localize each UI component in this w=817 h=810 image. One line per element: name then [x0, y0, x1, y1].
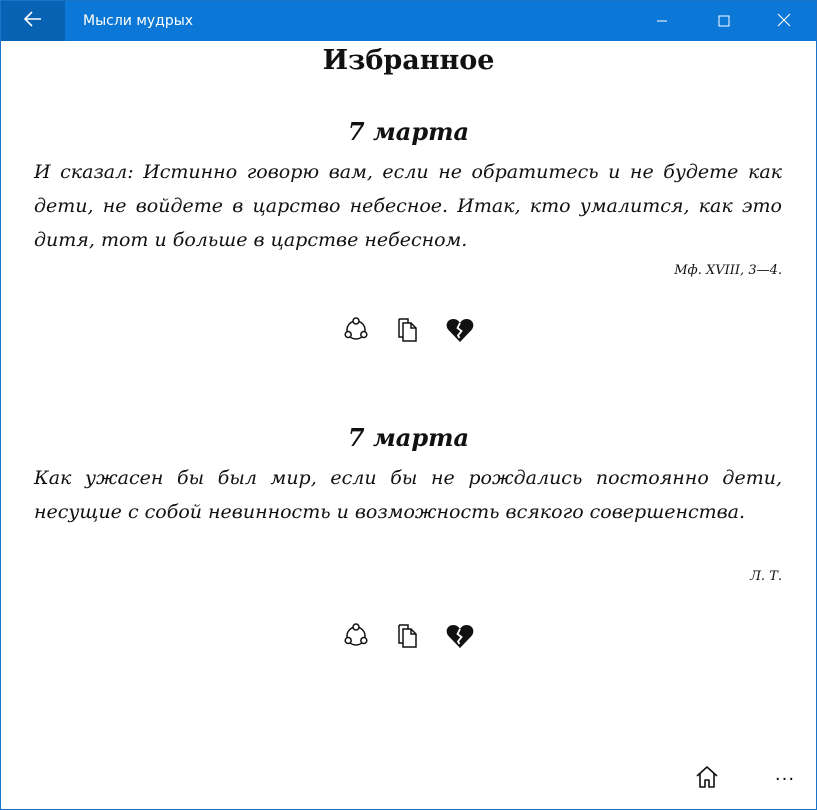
page-title: Избранное	[322, 45, 495, 76]
copy-icon	[395, 316, 421, 349]
app-title: Мысли мудрых	[83, 13, 194, 29]
maximize-button[interactable]	[701, 1, 747, 41]
back-button[interactable]	[1, 1, 65, 41]
share-icon	[342, 622, 370, 655]
close-button[interactable]	[761, 1, 807, 41]
quote-text: Как ужасен бы был мир, если бы не рождались постоянно дети, несущие с собой невинность и возможность всякого совершенства.	[34, 467, 782, 523]
close-icon	[777, 12, 791, 31]
quote-text: И сказал: Истинно говорю вам, если не обратитесь и не будете как дети, не войдете в царство небесное. Итак, кто умалится, как это дитя, тот и больше в царстве небесном.	[34, 161, 782, 251]
home-button[interactable]	[689, 761, 725, 797]
quote-date: 7 марта	[347, 117, 470, 146]
more-options-button[interactable]: ···	[774, 768, 796, 790]
quote-actions	[339, 315, 479, 349]
broken-heart-icon	[445, 316, 475, 349]
bottom-app-bar	[1, 751, 816, 809]
title-bar	[1, 1, 816, 41]
maximize-icon	[718, 12, 730, 31]
share-icon	[342, 316, 370, 349]
home-icon	[694, 764, 720, 795]
remove-favorite-button[interactable]	[443, 621, 477, 655]
share-button[interactable]	[339, 315, 373, 349]
arrow-left-icon	[24, 11, 42, 31]
favorites-page	[1, 41, 816, 751]
quote-card	[1, 117, 816, 357]
quote-actions	[339, 621, 479, 655]
minimize-button[interactable]	[639, 1, 685, 41]
minimize-icon	[656, 12, 668, 31]
remove-favorite-button[interactable]	[443, 315, 477, 349]
share-button[interactable]	[339, 621, 373, 655]
copy-button[interactable]	[391, 315, 425, 349]
copy-icon	[395, 622, 421, 655]
quote-source: Л. Т.	[750, 569, 782, 584]
copy-button[interactable]	[391, 621, 425, 655]
quote-source: Мф. XVIII, 3—4.	[674, 263, 782, 278]
broken-heart-icon	[445, 622, 475, 655]
quote-card	[1, 423, 816, 663]
quote-date: 7 марта	[347, 423, 470, 452]
